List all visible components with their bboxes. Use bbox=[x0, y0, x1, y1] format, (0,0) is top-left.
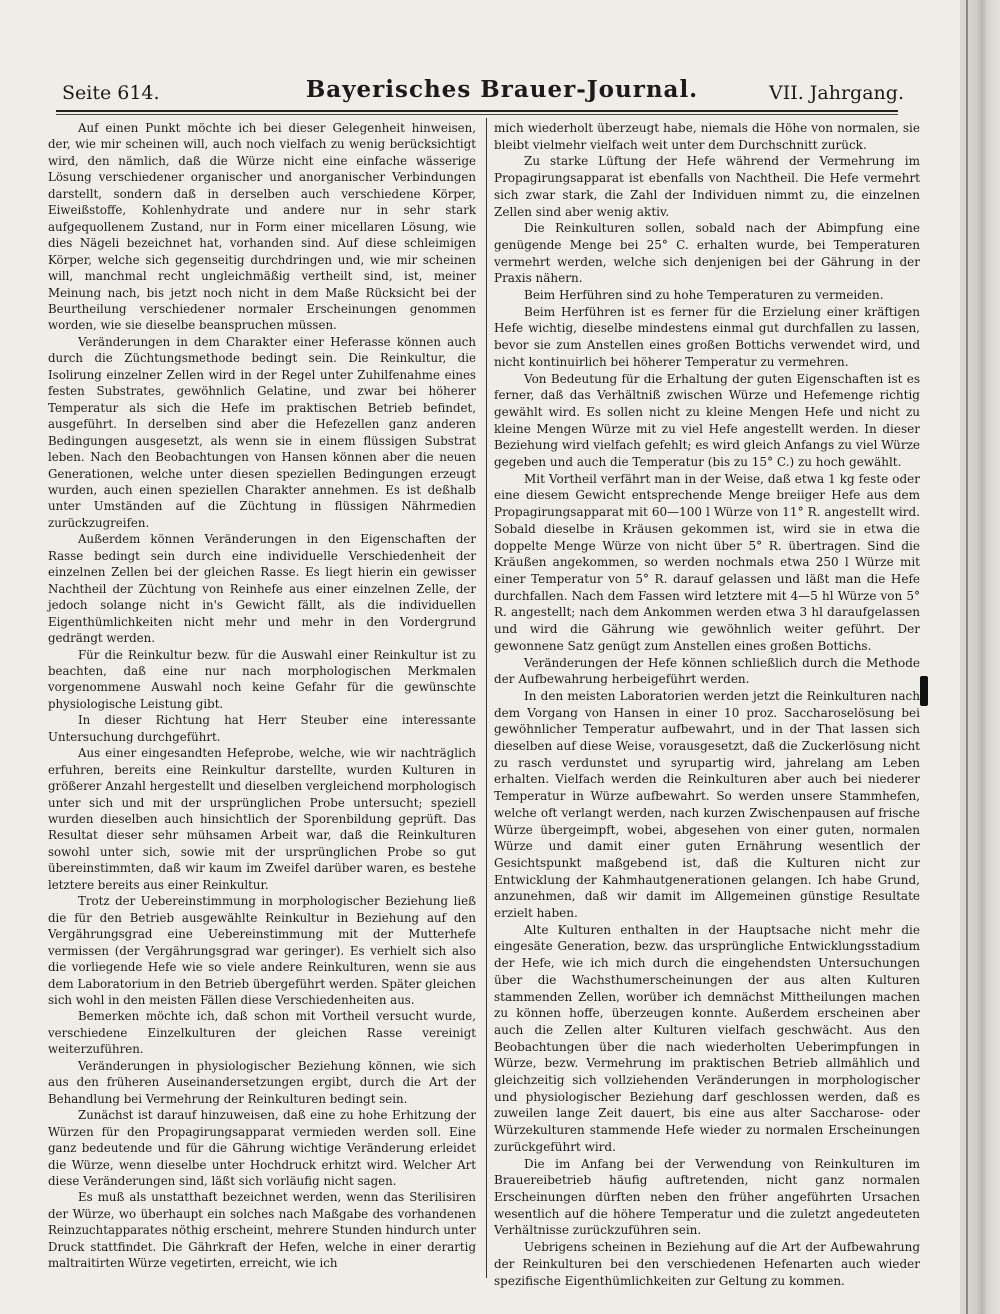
paragraph: Trotz der Uebereinstimmung in morphologischer Beziehung ließ die für den Betrieb ausgewählte Reinkultur in Beziehung auf den Vergährungsgrad eine Uebereinstimmung mit der Mutterhefe vermissen (der Vergährungsgrad war geringer). Es verhielt sich also die vorliegende Hefe wie so viele andere Reinkulturen, wenn sie aus dem Laboratorium in den Betrieb übergeführt werden. Später gleichen sich wohl in den meisten Fällen diese Verschiedenheiten aus. bbox=[48, 894, 476, 1008]
page-number: Seite 614. bbox=[62, 82, 160, 104]
left-column bbox=[48, 120, 476, 1272]
paragraph: Beim Herführen sind zu hohe Temperaturen zu vermeiden. bbox=[524, 288, 884, 303]
paragraph: Außerdem können Veränderungen in den Eigenschaften der Rasse bedingt sein durch eine individuelle Verschiedenheit der einzelnen Zellen bei der gleichen Rasse. Es liegt hierin ein gewisser Nachtheil der Züchtung von Reinhefe aus einer einzelnen Zelle, der jedoch solange nicht in's Gewicht fällt, als die individuellen Eigenthümlichkeiten nicht mehr und mehr in den Vordergrund gedrängt werden. bbox=[48, 532, 476, 646]
paragraph: Uebrigens scheinen in Beziehung auf die Art der Aufbewahrung der Reinkulturen bei den verschiedenen Hefenarten auch wieder spezifische Eigenthümlichkeiten zur Geltung zu kommen. bbox=[494, 1240, 920, 1288]
paragraph: Zunächst ist darauf hinzuweisen, daß eine zu hohe Erhitzung der Würzen für den Propagirungsapparat vermieden werden soll. Eine ganz bedeutende und für die Gährung wichtige Veränderung erleidet die Würze, wenn dieselbe unter Hochdruck erhitzt wird. Welcher Art diese Veränderungen sind, läßt sich vorläufig nicht sagen. bbox=[48, 1108, 476, 1188]
paragraph: Von Bedeutung für die Erhaltung der guten Eigenschaften ist es ferner, daß das Verhältniß zwischen Würze und Hefemenge richtig gewählt wird. Es sollen nicht zu kleine Mengen Hefe und nicht zu kleine Mengen Würze mit zu viel Hefe angestellt werden. In dieser Beziehung wird vielfach gefehlt; es wird gleich Anfangs zu viel Würze gegeben und auch die Temperatur (bis zu 15° C.) zu hoch gewählt. bbox=[494, 371, 920, 470]
paragraph: Mit Vortheil verfährt man in der Weise, daß etwa 1 kg feste oder eine diesem Gewicht entsprechende Menge breiiger Hefe aus dem Propagirungsapparat mit 60—100 l Würze von 11° R. angestellt wird. Sobald dieselbe in Kräusen gekommen ist, wird sie in etwa die doppelte Menge Würze von nicht über 5° R. übertragen. Sind die Kräußen angekommen, so werden nochmals etwa 250 l Würze mit einer Temperatur von 5° R. darauf gelassen und läßt man die Hefe durchfallen. Nach dem Fassen wird letztere mit 4—5 hl Würze von 5° R. angestellt; nach dem Ankommen werden etwa 3 hl daraufgelassen und wird die Gährung wie gewöhnlich weiter geführt. Der gewonnene Satz genügt zum Anstellen eines großen Bottichs. bbox=[494, 471, 920, 653]
paragraph: Zu starke Lüftung der Hefe während der Vermehrung im Propagirungsapparat ist ebenfalls von Nachtheil. Die Hefe vermehrt sich zwar stark, die Zahl der Individuen nimmt zu, die einzelnen Zellen sind aber wenig aktiv. bbox=[494, 154, 920, 219]
binding-line bbox=[966, 0, 968, 1314]
paragraph: Für die Reinkultur bezw. für die Auswahl einer Reinkultur ist zu beachten, daß eine nur nach morphologischen Merkmalen vorgenommene Auswahl noch keine Gefahr für die gewünschte physiologische Leistung gibt. bbox=[48, 647, 476, 711]
paragraph: Veränderungen in physiologischer Beziehung können, wie sich aus den früheren Auseinandersetzungen ergibt, durch die Art der Behandlung bei Vermehrung der Reinkulturen bedingt sein. bbox=[48, 1058, 476, 1106]
paragraph: Es muß als unstatthaft bezeichnet werden, wenn das Sterilisiren der Würze, wo überhaupt ein solches nach Maßgabe des vorhandenen Reinzuchtapparates nöthig erscheint, mehrere Stunden hindurch unter Druck stattfindet. Die Gährkraft der Hefen, welche in einer derartig maltraitirten Würze vegetirten, erreicht, wie ich bbox=[48, 1190, 476, 1271]
header-rule bbox=[56, 110, 898, 112]
paragraph: Auf einen Punkt möchte ich bei dieser Gelegenheit hinweisen, der, wie mir scheinen will, auch noch vielfach zu wenig berücksichtigt wird, den nämlich, daß die Würze nicht eine einfache wässerige Lösung verschiedener organischer und anorganischer Verbindungen darstellt, sondern daß in derselben auch verschiedene Körper, Eiweißstoffe, Kohlenhydrate und andere nur in sehr stark aufgequollenem Zustand, nur in Form einer micellaren Lösung, wie dies Nägeli bezeichnet hat, vorhanden sind. Auf diese schleimigen Körper, welche sich gegenseitig durchdringen und, wie mir scheinen will, manchmal recht ungleichmäßig vertheilt sind, ist, meiner Meinung nach, bis jetzt noch nicht in dem Maße Rücksicht bei der Beurtheilung verschiedener normaler Erscheinungen genommen worden, wie sie dieselbe beanspruchen müssen. bbox=[48, 121, 476, 333]
column-divider bbox=[486, 118, 487, 1278]
paragraph: Veränderungen der Hefe können schließlich durch die Methode der Aufbewahrung herbeigeführt werden. bbox=[494, 655, 920, 687]
paragraph: Veränderungen in dem Charakter einer Heferasse können auch durch die Züchtungsmethode bedingt sein. Die Reinkultur, die Isolirung einzelner Zellen wird in der Regel unter Zuhilfenahme eines festen Substrates, gewöhnlich Gelatine, und zwar bei höherer Temperatur als sich die Hefe im praktischen Betrieb befindet, ausgeführt. In derselben sind aber die Hefezellen ganz anderen Bedingungen ausgesetzt, als wenn sie in einem flüssigen Substrat leben. Nach den Beobachtungen von Hansen können aber die neuen Generationen, welche unter diesen speziellen Bedingungen erzeugt wurden, auch einen speziellen Charakter annehmen. Es ist deßhalb unter Umständen auf die Züchtung in flüssigen Nährmedien zurückzugreifen. bbox=[48, 334, 476, 530]
paragraph: Aus einer eingesandten Hefeprobe, welche, wie wir nachträglich erfuhren, bereits eine Reinkultur darstellte, wurden Kulturen in größerer Anzahl hergestellt und dieselben vergleichend morphologisch unter sich und mit der ursprünglichen Probe untersucht; speziell wurden dieselben auch hinsichtlich der Sporenbildung geprüft. Das Resultat dieser sehr mühsamen Arbeit war, daß die Reinkulturen sowohl unter sich, sowie mit der ursprünglichen Probe so gut übereinstimmten, daß wir kaum im Zweifel darüber waren, es bestehe letztere bereits aus einer Reinkultur. bbox=[48, 746, 476, 892]
volume-label: VII. Jahrgang. bbox=[768, 82, 904, 104]
paragraph: Die Reinkulturen sollen, sobald nach der Abimpfung eine genügende Menge bei 25° C. erhalten wurde, bei Temperaturen vermehrt werden, welche sich denjenigen bei der Gährung in der Praxis nähern. bbox=[494, 221, 920, 286]
header-rule-thin bbox=[56, 114, 898, 115]
ink-mark bbox=[920, 676, 928, 706]
paragraph: Die im Anfang bei der Verwendung von Reinkulturen im Brauereibetrieb häufig auftretenden, nicht ganz normalen Erscheinungen dürften neben den früher angeführten Ursachen wesentlich auf die höhere Temperatur und die zuletzt angedeuteten Verhältnisse zurückzuführen sein. bbox=[494, 1156, 920, 1238]
paragraph: Alte Kulturen enthalten in der Hauptsache nicht mehr die eingesäte Generation, bezw. das ursprüngliche Entwicklungsstadium der Hefe, wie ich mich durch die eingehendsten Untersuchungen über die Wachsthumerscheinungen der aus alten Kulturen stammenden Zellen, worüber ich demnächst Mittheilungen machen zu können hoffe, überzeugen konnte. Außerdem erscheinen aber auch die Zellen alter Kulturen vielfach geschwächt. Aus den Beobachtungen über die nach wiederholten Ueberimpfungen in Würze, bezw. Vermehrung im praktischen Betrieb allmählich und gleichzeitig sich vollziehenden Veränderungen in morphologischer und physiologischer Beziehung darf geschlossen werden, daß es zuweilen lange Zeit dauert, bis eine aus alter Saccharose- oder Würzekulturen stammende Hefe wieder zu normalen Erscheinungen zurückgeführt wird. bbox=[494, 922, 920, 1154]
paragraph: mich wiederholt überzeugt habe, niemals die Höhe von normalen, sie bleibt vielmehr vielfach weit unter dem Durchschnitt zurück. bbox=[494, 121, 920, 152]
journal-title: Bayerisches Brauer-Journal. bbox=[305, 76, 699, 103]
paragraph: Beim Herführen ist es ferner für die Erzielung einer kräftigen Hefe wichtig, dieselbe mindestens einmal gut durchfallen zu lassen, bevor sie zum Anstellen eines großen Bottichs verwendet wird, und nicht kontinuirlich bei höherer Temperatur zu vermehren. bbox=[494, 304, 920, 369]
right-column bbox=[494, 120, 920, 1289]
paragraph: In den meisten Laboratorien werden jetzt die Reinkulturen nach dem Vorgang von Hansen in einer 10 proz. Saccharoselösung bei gewöhnlicher Temperatur aufbewahrt, und in der That lassen sich dieselben auf diese Weise, vorausgesetzt, daß die Zuckerlösung nicht zu rasch verdunstet und syrupartig wird, jahrelang am Leben erhalten. Vielfach werden die Reinkulturen aber auch bei niederer Temperatur in Würze aufbewahrt. So werden unsere Stammhefen, welche oft verlangt werden, nach kurzen Zwischenpausen auf frische Würze übergeimpft, wobei, abgesehen von einer guten, normalen Würze und damit einer guten Ernährung wesentlich der Gesichtspunkt maßgebend ist, daß die Kulturen nicht zur Entwicklung der Kahmhautgenerationen gelangen. Ich habe Grund, anzunehmen, daß wir damit im Allgemeinen günstige Resultate erzielt haben. bbox=[494, 688, 920, 921]
paragraph: Bemerken möchte ich, daß schon mit Vortheil versucht wurde, verschiedene Einzelkulturen der gleichen Rasse vereinigt weiterzuführen. bbox=[48, 1009, 476, 1057]
paragraph: In dieser Richtung hat Herr Steuber eine interessante Untersuchung durchgeführt. bbox=[48, 713, 476, 744]
page-header bbox=[62, 76, 904, 106]
